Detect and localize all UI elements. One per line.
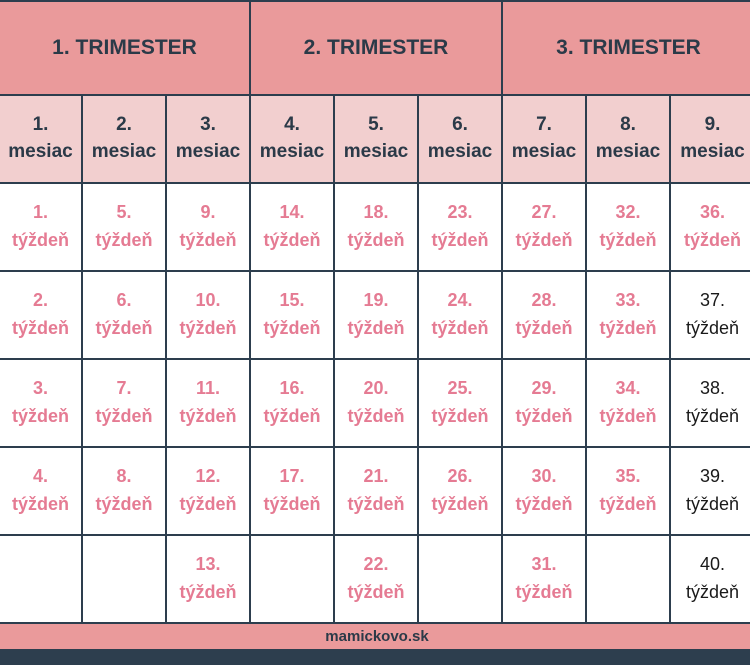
week-label: týždeň	[431, 230, 489, 250]
week-number: 13.	[195, 554, 221, 575]
week-label: týždeň	[515, 582, 573, 602]
week-label: týždeň	[179, 494, 237, 514]
week-number: 10.	[195, 290, 221, 311]
week-label: týždeň	[95, 230, 153, 250]
week-cell	[251, 184, 333, 270]
week-label: týždeň	[685, 318, 740, 338]
week-number: 23.	[447, 202, 473, 223]
week-number: 38.	[699, 378, 726, 399]
week-number: 30.	[531, 466, 557, 487]
month-number: 4.	[284, 114, 300, 136]
week-number: 11.	[195, 378, 221, 399]
week-label: týždeň	[683, 230, 741, 250]
month-label: mesiac	[680, 141, 745, 162]
week-label: týždeň	[431, 318, 489, 338]
week-label: týždeň	[95, 318, 153, 338]
week-cell	[503, 360, 585, 446]
trimester-1-header: 1. TRIMESTER	[0, 2, 249, 94]
week-label: týždeň	[599, 494, 657, 514]
month-number: 5.	[368, 114, 384, 136]
week-label: týždeň	[179, 406, 237, 426]
month-1-header	[0, 96, 81, 182]
week-label: týždeň	[95, 494, 153, 514]
week-cell	[419, 448, 501, 534]
week-cell	[335, 184, 417, 270]
week-cell	[587, 184, 669, 270]
week-label: týždeň	[685, 406, 740, 426]
week-cell	[251, 360, 333, 446]
week-cell	[83, 184, 165, 270]
empty-cell	[83, 536, 165, 622]
week-number: 39.	[699, 466, 726, 487]
week-cell	[167, 536, 249, 622]
week-label: týždeň	[11, 318, 69, 338]
week-number: 9.	[200, 202, 216, 223]
month-3-header	[167, 96, 249, 182]
month-label: mesiac	[259, 141, 325, 162]
empty-cell	[251, 536, 333, 622]
week-number: 40.	[699, 554, 726, 575]
month-label: mesiac	[595, 141, 661, 162]
week-cell	[419, 272, 501, 358]
week-cell	[671, 184, 750, 270]
week-cell	[251, 272, 333, 358]
week-cell	[167, 360, 249, 446]
week-label: týždeň	[685, 494, 740, 514]
week-number: 24.	[447, 290, 473, 311]
week-cell	[167, 272, 249, 358]
week-label: týždeň	[11, 494, 69, 514]
week-label: týždeň	[11, 406, 69, 426]
month-number: 6.	[452, 114, 468, 136]
week-number: 22.	[363, 554, 389, 575]
week-cell	[587, 272, 669, 358]
week-label: týždeň	[347, 494, 405, 514]
week-label: týždeň	[347, 230, 405, 250]
week-number: 2.	[32, 290, 48, 311]
week-cell	[83, 360, 165, 446]
week-cell	[335, 536, 417, 622]
month-number: 3.	[200, 114, 216, 136]
week-number: 27.	[531, 202, 557, 223]
week-cell	[671, 536, 750, 622]
week-label: týždeň	[515, 494, 573, 514]
week-label: týždeň	[599, 406, 657, 426]
week-cell	[83, 272, 165, 358]
week-number: 15.	[279, 290, 305, 311]
week-number: 34.	[615, 378, 641, 399]
month-number: 7.	[536, 114, 552, 136]
empty-cell	[0, 536, 81, 622]
week-label: týždeň	[347, 318, 405, 338]
week-cell	[587, 360, 669, 446]
week-number: 5.	[116, 202, 132, 223]
week-label: týždeň	[179, 582, 237, 602]
month-number: 2.	[116, 114, 132, 136]
week-cell	[0, 272, 81, 358]
month-label: mesiac	[343, 141, 409, 162]
week-cell	[419, 360, 501, 446]
month-label: mesiac	[175, 141, 241, 162]
week-cell	[503, 272, 585, 358]
month-number: 1.	[32, 114, 49, 136]
week-number: 29.	[531, 378, 557, 399]
week-label: týždeň	[95, 406, 153, 426]
week-cell	[83, 448, 165, 534]
month-4-header	[251, 96, 333, 182]
week-cell	[503, 448, 585, 534]
week-number: 25.	[447, 378, 473, 399]
week-number: 32.	[615, 202, 641, 223]
week-number: 35.	[615, 466, 641, 487]
week-cell	[503, 536, 585, 622]
week-number: 28.	[531, 290, 557, 311]
week-label: týždeň	[685, 582, 740, 602]
trimester-2-header: 2. TRIMESTER	[251, 2, 501, 94]
week-label: týždeň	[431, 406, 489, 426]
week-label: týždeň	[347, 582, 405, 602]
week-number: 16.	[279, 378, 305, 399]
month-label: mesiac	[511, 141, 577, 162]
month-2-header	[83, 96, 165, 182]
week-label: týždeň	[515, 318, 573, 338]
empty-cell	[419, 536, 501, 622]
week-label: týždeň	[179, 318, 237, 338]
week-label: týždeň	[599, 230, 657, 250]
month-8-header	[587, 96, 669, 182]
week-number: 26.	[447, 466, 473, 487]
week-cell	[167, 448, 249, 534]
week-label: týždeň	[179, 230, 237, 250]
week-label: týždeň	[599, 318, 657, 338]
week-number: 21.	[363, 466, 389, 487]
month-5-header	[335, 96, 417, 182]
month-label: mesiac	[427, 141, 493, 162]
week-label: týždeň	[263, 230, 321, 250]
week-cell	[335, 360, 417, 446]
month-number: 8.	[620, 114, 636, 136]
month-number: 9.	[704, 114, 721, 136]
week-cell	[167, 184, 249, 270]
week-label: týždeň	[347, 406, 405, 426]
week-cell	[335, 448, 417, 534]
month-label: mesiac	[91, 141, 157, 162]
week-label: týždeň	[431, 494, 489, 514]
week-cell	[587, 448, 669, 534]
empty-cell	[587, 536, 669, 622]
week-label: týždeň	[515, 406, 573, 426]
week-number: 3.	[32, 378, 48, 399]
month-9-header	[671, 96, 750, 182]
week-number: 14.	[279, 202, 305, 223]
month-7-header	[503, 96, 585, 182]
week-number: 8.	[116, 466, 132, 487]
week-label: týždeň	[515, 230, 573, 250]
month-6-header	[419, 96, 501, 182]
month-label: mesiac	[8, 141, 73, 162]
week-cell	[335, 272, 417, 358]
week-number: 4.	[32, 466, 48, 487]
week-number: 33.	[615, 290, 641, 311]
week-number: 17.	[279, 466, 305, 487]
week-label: týždeň	[11, 230, 69, 250]
week-number: 18.	[363, 202, 389, 223]
week-label: týždeň	[263, 494, 321, 514]
week-number: 12.	[195, 466, 221, 487]
week-number: 31.	[531, 554, 557, 575]
week-label: týždeň	[263, 406, 321, 426]
week-cell	[419, 184, 501, 270]
week-cell	[503, 184, 585, 270]
week-cell	[0, 184, 81, 270]
week-number: 1.	[32, 202, 48, 223]
week-cell	[671, 272, 750, 358]
week-cell	[671, 360, 750, 446]
week-label: týždeň	[263, 318, 321, 338]
week-cell	[0, 448, 81, 534]
week-number: 36.	[699, 202, 726, 223]
footer-site-name: mamickovo.sk	[0, 624, 750, 649]
week-number: 37.	[699, 290, 726, 311]
trimester-3-header: 3. TRIMESTER	[503, 2, 750, 94]
week-cell	[251, 448, 333, 534]
week-number: 6.	[116, 290, 132, 311]
week-number: 20.	[363, 378, 389, 399]
week-cell	[0, 360, 81, 446]
week-number: 7.	[116, 378, 132, 399]
week-number: 19.	[363, 290, 389, 311]
week-cell	[671, 448, 750, 534]
